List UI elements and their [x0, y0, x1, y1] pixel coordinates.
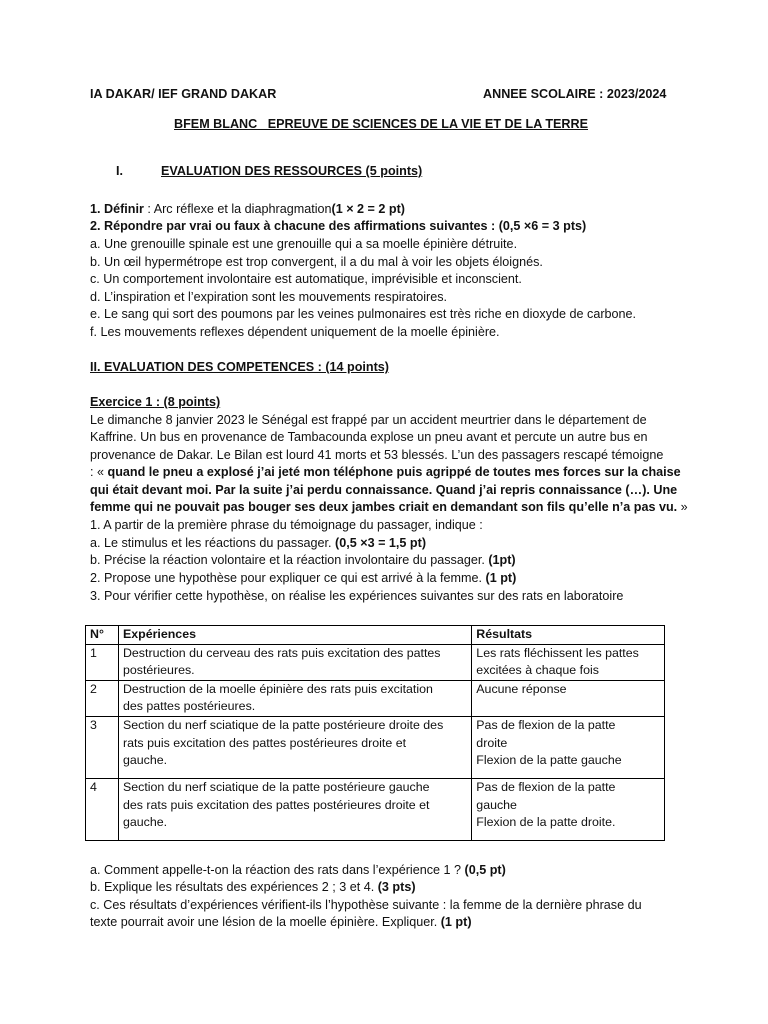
- column-header-number: N°: [86, 626, 119, 645]
- cell-number: 4: [86, 778, 119, 840]
- cell-result: Pas de flexion de la patte droite Flexion de la patte gauche: [472, 716, 665, 778]
- cell-number: 3: [86, 716, 119, 778]
- exam-title: BFEM BLANC EPREUVE DE SCIENCES DE LA VIE ET DE LA TERRE: [174, 117, 589, 131]
- table-row: [86, 778, 665, 840]
- question-b: b. Explique les résultats des expériences 2 ; 3 et 4. (3 pts): [90, 880, 416, 894]
- column-header-results: Résultats: [472, 626, 665, 645]
- cell-number: 1: [86, 644, 119, 680]
- paragraph-line: Kaffrine. Un bus en provenance de Tambacounda explose un pneu avant et percute un autre bus en: [90, 430, 648, 444]
- paragraph-line: provenance de Dakar. Le Bilan est lourd 41 morts et 53 blessés. L’un des passagers rescapé témoigne: [90, 448, 664, 462]
- quote-line: qui était devant moi. Par la suite j’ai perdu connaissance. Quand j’ai repris connaissance (…). Une: [90, 483, 678, 497]
- quote-line: femme qui ne pouvait pas bouger ses deux jambes criait en demandant son fils qu’elle n’a pas vu. »: [90, 500, 688, 514]
- question-1a: a. Le stimulus et les réactions du passager. (0,5 ×3 = 1,5 pt): [90, 536, 427, 550]
- header-left: IA DAKAR/ IEF GRAND DAKAR: [90, 87, 277, 101]
- question-a: a. Comment appelle-t-on la réaction des rats dans l’expérience 1 ? (0,5 pt): [90, 863, 506, 877]
- cell-experience: Section du nerf sciatique de la patte postérieure gauche des rats puis excitation des pattes postérieures droite et gauche.: [118, 778, 471, 840]
- exercise-title: Exercice 1 : (8 points): [90, 395, 221, 409]
- cell-result: Les rats fléchissent les pattes excitées à chaque fois: [472, 644, 665, 680]
- list-item-b: b. Un œil hypermétrope est trop convergent, il a du mal à voir les objets éloignés.: [90, 255, 543, 269]
- quote-line: : « quand le pneu a explosé j’ai jeté mon téléphone puis agrippé de toutes mes forces sur la chaise: [90, 465, 681, 479]
- experiments-table: [85, 625, 665, 841]
- question-2: 2. Propose une hypothèse pour expliquer ce qui est arrivé à la femme. (1 pt): [90, 571, 517, 585]
- question-1: 1. Définir : Arc réflexe et la diaphragmation(1 × 2 = 2 pt): [90, 202, 405, 216]
- section2-title: II. EVALUATION DES COMPETENCES : (14 points): [90, 360, 390, 374]
- table-row: [86, 680, 665, 716]
- cell-experience: Section du nerf sciatique de la patte postérieure droite des rats puis excitation des pattes postérieures droite et gauche.: [118, 716, 471, 778]
- list-item-a: a. Une grenouille spinale est une grenouille qui a sa moelle épinière détruite.: [90, 237, 518, 251]
- cell-number: 2: [86, 680, 119, 716]
- cell-result: Aucune réponse: [472, 680, 665, 716]
- paragraph-line: Le dimanche 8 janvier 2023 le Sénégal est frappé par un accident meurtrier dans le département de: [90, 413, 647, 427]
- section1-title: EVALUATION DES RESSOURCES (5 points): [161, 164, 423, 178]
- section1-number: I.: [116, 164, 123, 178]
- list-item-e: e. Le sang qui sort des poumons par les veines pulmonaires est très riche en dioxyde de carbone.: [90, 307, 637, 321]
- table-row: [86, 716, 665, 778]
- cell-result: Pas de flexion de la patte gauche Flexion de la patte droite.: [472, 778, 665, 840]
- cell-experience: Destruction de la moelle épinière des rats puis excitation des pattes postérieures.: [118, 680, 471, 716]
- list-item-d: d. L’inspiration et l’expiration sont les mouvements respiratoires.: [90, 290, 447, 304]
- list-item-f: f. Les mouvements reflexes dépendent uniquement de la moelle épinière.: [90, 325, 500, 339]
- question-c-continued: texte pourrait avoir une lésion de la moelle épinière. Expliquer. (1 pt): [90, 915, 472, 929]
- table-row: [86, 644, 665, 680]
- header-right: ANNEE SCOLAIRE : 2023/2024: [483, 87, 667, 101]
- column-header-experiences: Expériences: [118, 626, 471, 645]
- cell-experience: Destruction du cerveau des rats puis excitation des pattes postérieures.: [118, 644, 471, 680]
- table-header-row: [86, 626, 665, 645]
- question-3: 3. Pour vérifier cette hypothèse, on réalise les expériences suivantes sur des rats en laboratoire: [90, 589, 624, 603]
- list-item-c: c. Un comportement involontaire est automatique, imprévisible et inconscient.: [90, 272, 522, 286]
- question-c: c. Ces résultats d’expériences vérifient-ils l’hypothèse suivante : la femme de la dernière phrase du: [90, 898, 642, 912]
- question-1b: b. Précise la réaction volontaire et la réaction involontaire du passager. (1pt): [90, 553, 516, 567]
- question-1-intro: 1. A partir de la première phrase du témoignage du passager, indique :: [90, 518, 483, 532]
- question-2: 2. Répondre par vrai ou faux à chacune des affirmations suivantes : (0,5 ×6 = 3 pts): [90, 219, 587, 233]
